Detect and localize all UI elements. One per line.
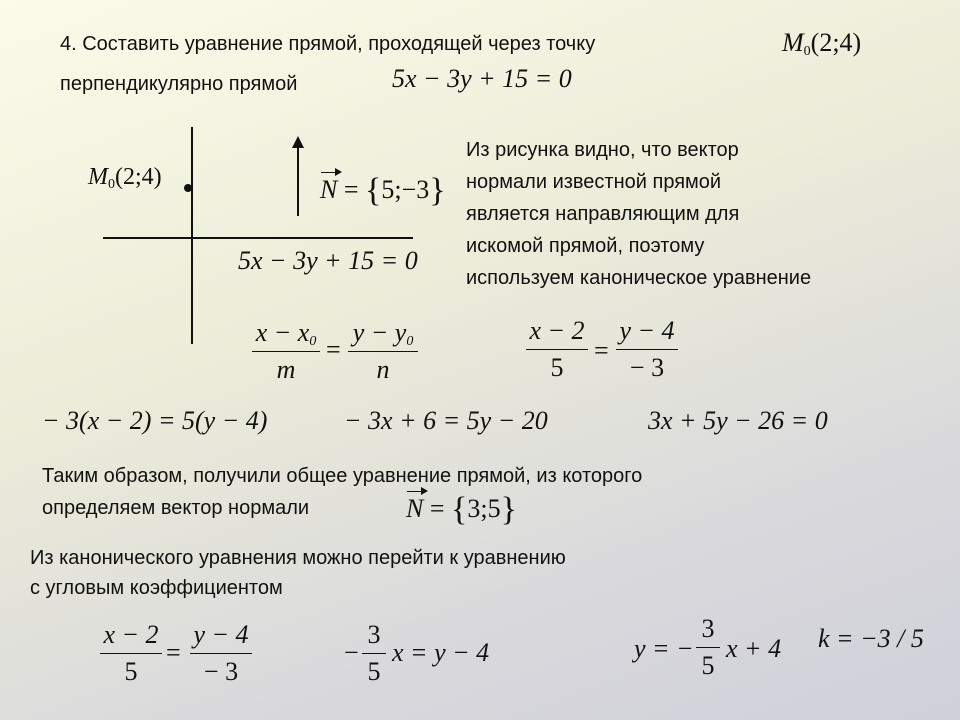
y-axis (191, 127, 193, 344)
canonical-right-fraction: $y - y_0$ n (348, 318, 418, 385)
derivation-step-2: − 3x + 6 = 5y − 20 (344, 406, 548, 435)
given-line-equation: 5x − 3y + 15 = 0 (392, 64, 572, 93)
derivation-step-3: 3x + 5y − 26 = 0 (648, 406, 828, 435)
slope-step2-sign: − (344, 638, 359, 667)
slope-step2-rest: x = y − 4 (392, 638, 490, 667)
conclusion-line1: Таким образом, получили общее уравнение прямой, из которого (42, 465, 643, 487)
normal-vector-n2: N = {3;5} (406, 491, 517, 528)
point-m0-header: $M_0(2;4)$ (782, 28, 862, 59)
slope-step3-left: y = − (634, 634, 694, 663)
task-title-line2: перпендикулярно прямой (60, 73, 298, 95)
canonical-left-fraction: $x - x_0$ m (252, 318, 320, 385)
conclusion-line2: определяем вектор нормали (42, 497, 310, 519)
normal-vector-arrow (290, 136, 306, 218)
point-m0-dot (184, 184, 192, 192)
transition-line1: Из канонического уравнения можно перейти к уравнению (30, 547, 566, 569)
slope-step2-fraction: 3 5 (362, 620, 386, 687)
figure-line-equation: 5x − 3y + 15 = 0 (238, 246, 418, 275)
specific-left-fraction: x − 2 5 (526, 316, 588, 383)
slope-step3-fraction: 3 5 (696, 614, 720, 681)
slope-right-fraction: y − 4 − 3 (190, 620, 252, 687)
slope-coefficient-result: k = −3 / 5 (818, 624, 924, 653)
transition-line2: с угловым коэффициентом (30, 577, 283, 599)
given-line (103, 237, 413, 239)
specific-equals: = (594, 336, 609, 365)
slope-step3-rest: x + 4 (726, 634, 782, 663)
normal-vector-n1: N = {5;−3} (320, 172, 446, 209)
canonical-equals: = (326, 335, 341, 364)
point-m0-label: $M_0(2;4)$ (88, 164, 162, 192)
specific-right-fraction: y − 4 − 3 (616, 316, 678, 383)
explanation-paragraph: Из рисунка видно, что вектор нормали известной прямой является направляющим для искомой прямой, поэтому используем каноническое уравнение (466, 139, 812, 289)
slope-left-fraction: x − 2 5 (100, 620, 162, 687)
derivation-step-1: − 3(x − 2) = 5(y − 4) (42, 406, 268, 435)
task-title-line1: 4. Составить уравнение прямой, проходящей через точку (60, 33, 596, 55)
slope-equals: = (166, 638, 181, 667)
